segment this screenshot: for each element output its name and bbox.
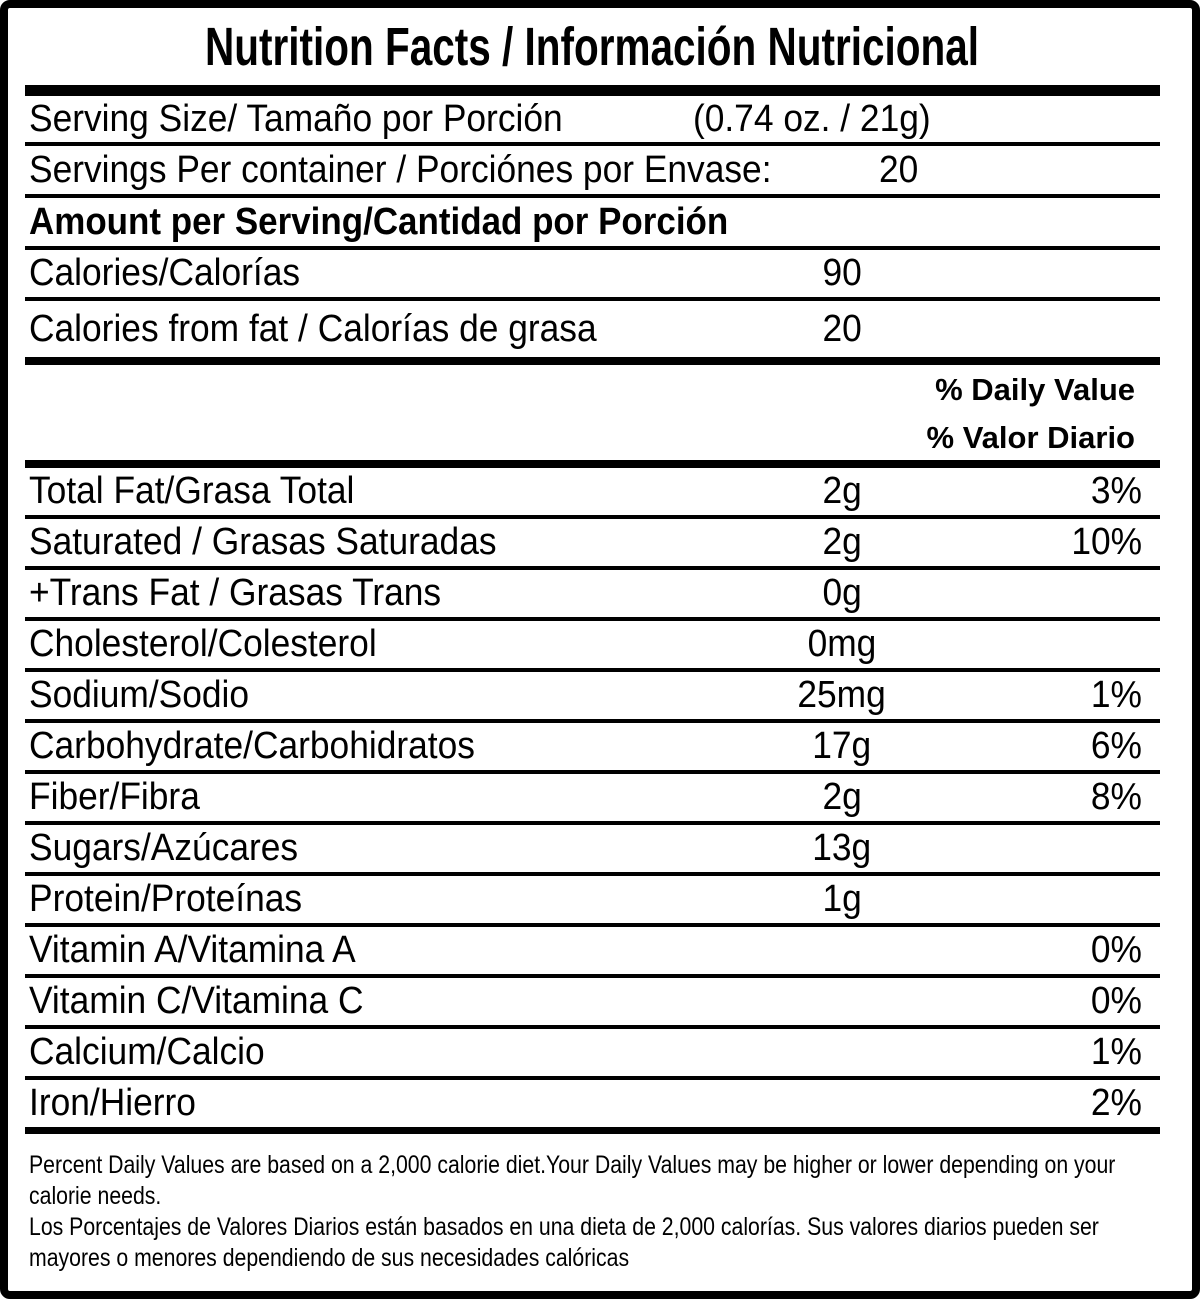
calories-from-fat-cell (25, 308, 692, 351)
calories-from-fat-value: 20 (822, 307, 862, 350)
nutrient-label: Fiber/Fibra (29, 776, 200, 818)
header-thick-rule (25, 85, 1160, 96)
nutrient-label: Sugars/Azúcares (29, 827, 299, 869)
serving-size-cell (25, 98, 692, 141)
nutrient-label-cell (25, 1031, 692, 1074)
nutrient-dv-cell (992, 827, 1160, 870)
nutrient-label: Total Fat/Grasa Total (29, 470, 355, 512)
amount-per-serving-heading-row (25, 198, 1160, 250)
amount-heading-cell (25, 201, 1160, 244)
nutrient-dv-cell (992, 470, 1160, 513)
nutrient-label: Calcium/Calcio (29, 1031, 265, 1073)
calories-from-fat-value-cell (692, 308, 992, 351)
nutrient-dv: 2% (1090, 1082, 1142, 1124)
servings-per-container-value: 20 (879, 148, 919, 191)
calories-from-fat-label: Calories from fat / Calorías de grasa (29, 307, 597, 350)
nutrient-label-cell (25, 878, 692, 921)
servings-per-container-row (25, 146, 1160, 198)
nutrient-label: +Trans Fat / Grasas Trans (29, 572, 442, 614)
nutrient-dv: 3% (1090, 470, 1142, 512)
nutrient-label-cell (25, 776, 692, 819)
nutrient-amount-cell (692, 1082, 992, 1125)
calories-label: Calories/Calorías (29, 252, 301, 294)
serving-size-row (25, 96, 1160, 146)
nutrient-amount-cell (692, 929, 992, 972)
nutrient-amount-cell (692, 980, 992, 1023)
nutrient-amount-cell (692, 1031, 992, 1074)
footnote-line-en-1: Percent Daily Values are based on a 2,000 calorie diet.Your Daily Values may be higher or lower depending on your (29, 1151, 1116, 1179)
nutrient-dv-cell (992, 1082, 1160, 1125)
nutrient-amount-cell (692, 470, 992, 513)
servings-per-container-label: Servings Per container / Porciónes por Envase: (29, 148, 772, 191)
nutrient-dv: 0% (1090, 929, 1142, 971)
nutrient-dv-cell (992, 725, 1160, 768)
nutrient-dv: 6% (1090, 725, 1142, 767)
nutrient-amount-cell (692, 827, 992, 870)
servings-per-container-cell (25, 149, 1160, 192)
nutrient-row-carbohydrate (25, 723, 1160, 774)
nutrient-label-cell (25, 929, 692, 972)
nutrient-row-total-fat (25, 468, 1160, 519)
calories-value-cell (692, 252, 992, 295)
page-title: Nutrition Facts / Información Nutricional (205, 16, 980, 77)
nutrient-amount-cell (692, 878, 992, 921)
nutrient-label: Protein/Proteínas (29, 878, 303, 920)
calories-cell (25, 252, 692, 295)
footnote (25, 1134, 1160, 1274)
nutrient-amount-cell (692, 521, 992, 564)
nutrient-amount-cell (692, 572, 992, 615)
nutrient-dv-cell (992, 878, 1160, 921)
amount-per-serving-heading: Amount per Serving/Cantidad por Porción (29, 200, 729, 243)
title-row (25, 8, 1160, 85)
nutrient-dv: 1% (1090, 674, 1142, 716)
nutrient-dv: 0% (1090, 980, 1142, 1022)
nutrient-amount: 1g (822, 878, 862, 920)
daily-value-heading-es: % Valor Diario (926, 419, 1135, 455)
nutrient-label-cell (25, 470, 692, 513)
nutrient-amount: 13g (812, 827, 872, 869)
nutrient-dv-cell (992, 929, 1160, 972)
nutrient-label-cell (25, 980, 692, 1023)
nutrient-row-sugars (25, 825, 1160, 876)
nutrient-dv-cell (992, 1031, 1160, 1074)
nutrient-amount: 25mg (797, 674, 887, 716)
nutrient-amount: 17g (812, 725, 872, 767)
nutrient-dv-cell (992, 572, 1160, 615)
nutrient-amount: 2g (822, 521, 862, 563)
nutrient-label: Vitamin A/Vitamina A (29, 929, 356, 971)
nutrient-dv-cell (992, 623, 1160, 666)
nutrient-label-cell (25, 572, 692, 615)
nutrient-label-cell (25, 623, 692, 666)
daily-value-heading-row-en (25, 365, 1160, 415)
nutrient-row-fiber (25, 774, 1160, 825)
nutrient-dv: 8% (1090, 776, 1142, 818)
nutrient-label-cell (25, 521, 692, 564)
nutrient-amount: 2g (822, 470, 862, 512)
daily-value-heading-row-es (25, 415, 1160, 468)
nutrient-dv-cell (992, 521, 1160, 564)
nutrient-amount-cell (692, 623, 992, 666)
nutrient-dv: 10% (1071, 521, 1142, 563)
nutrient-row-trans-fat (25, 570, 1160, 621)
nutrient-amount: 0mg (807, 623, 877, 665)
nutrient-row-vitamin-c (25, 978, 1160, 1029)
nutrient-label: Vitamin C/Vitamina C (29, 980, 364, 1022)
nutrient-label-cell (25, 725, 692, 768)
serving-size-value: (0.74 oz. / 21g) (693, 97, 931, 140)
serving-size-label: Serving Size/ Tamaño por Porción (29, 97, 563, 140)
nutrient-dv-cell (992, 776, 1160, 819)
nutrient-label: Cholesterol/Colesterol (29, 623, 377, 665)
calories-row (25, 250, 1160, 301)
nutrient-amount-cell (692, 776, 992, 819)
nutrient-row-calcium (25, 1029, 1160, 1080)
nutrient-row-vitamin-a (25, 927, 1160, 978)
footnote-line-en-2: calorie needs. (29, 1182, 162, 1210)
label-content (25, 8, 1160, 1274)
nutrient-dv-cell (992, 674, 1160, 717)
nutrient-amount-cell (692, 674, 992, 717)
nutrient-row-saturated-fat (25, 519, 1160, 570)
nutrient-label-cell (25, 674, 692, 717)
nutrient-amount: 0g (822, 572, 862, 614)
nutrient-row-protein (25, 876, 1160, 927)
nutrient-amount: 2g (822, 776, 862, 818)
nutrient-row-cholesterol (25, 621, 1160, 672)
nutrient-label: Iron/Hierro (29, 1082, 196, 1124)
nutrient-label: Carbohydrate/Carbohidratos (29, 725, 475, 767)
daily-value-heading-en: % Daily Value (935, 372, 1135, 407)
nutrient-label-cell (25, 827, 692, 870)
nutrient-label: Sodium/Sodio (29, 674, 250, 716)
nutrient-amount-cell (692, 725, 992, 768)
serving-size-value-cell (692, 98, 992, 141)
nutrient-row-sodium (25, 672, 1160, 723)
footnote-line-es-2: mayores o menores dependiendo de sus necesidades calóricas (29, 1244, 630, 1272)
nutrient-label-cell (25, 1082, 692, 1125)
nutrient-dv-cell (992, 980, 1160, 1023)
footnote-line-es-1: Los Porcentajes de Valores Diarios están basados en una dieta de 2,000 calorías. Sus valores diarios pueden ser (29, 1213, 1099, 1241)
calories-value: 90 (822, 252, 862, 294)
nutrient-dv: 1% (1090, 1031, 1142, 1073)
calories-from-fat-row (25, 301, 1160, 365)
nutrient-row-iron (25, 1080, 1160, 1134)
nutrient-label: Saturated / Grasas Saturadas (29, 521, 497, 563)
